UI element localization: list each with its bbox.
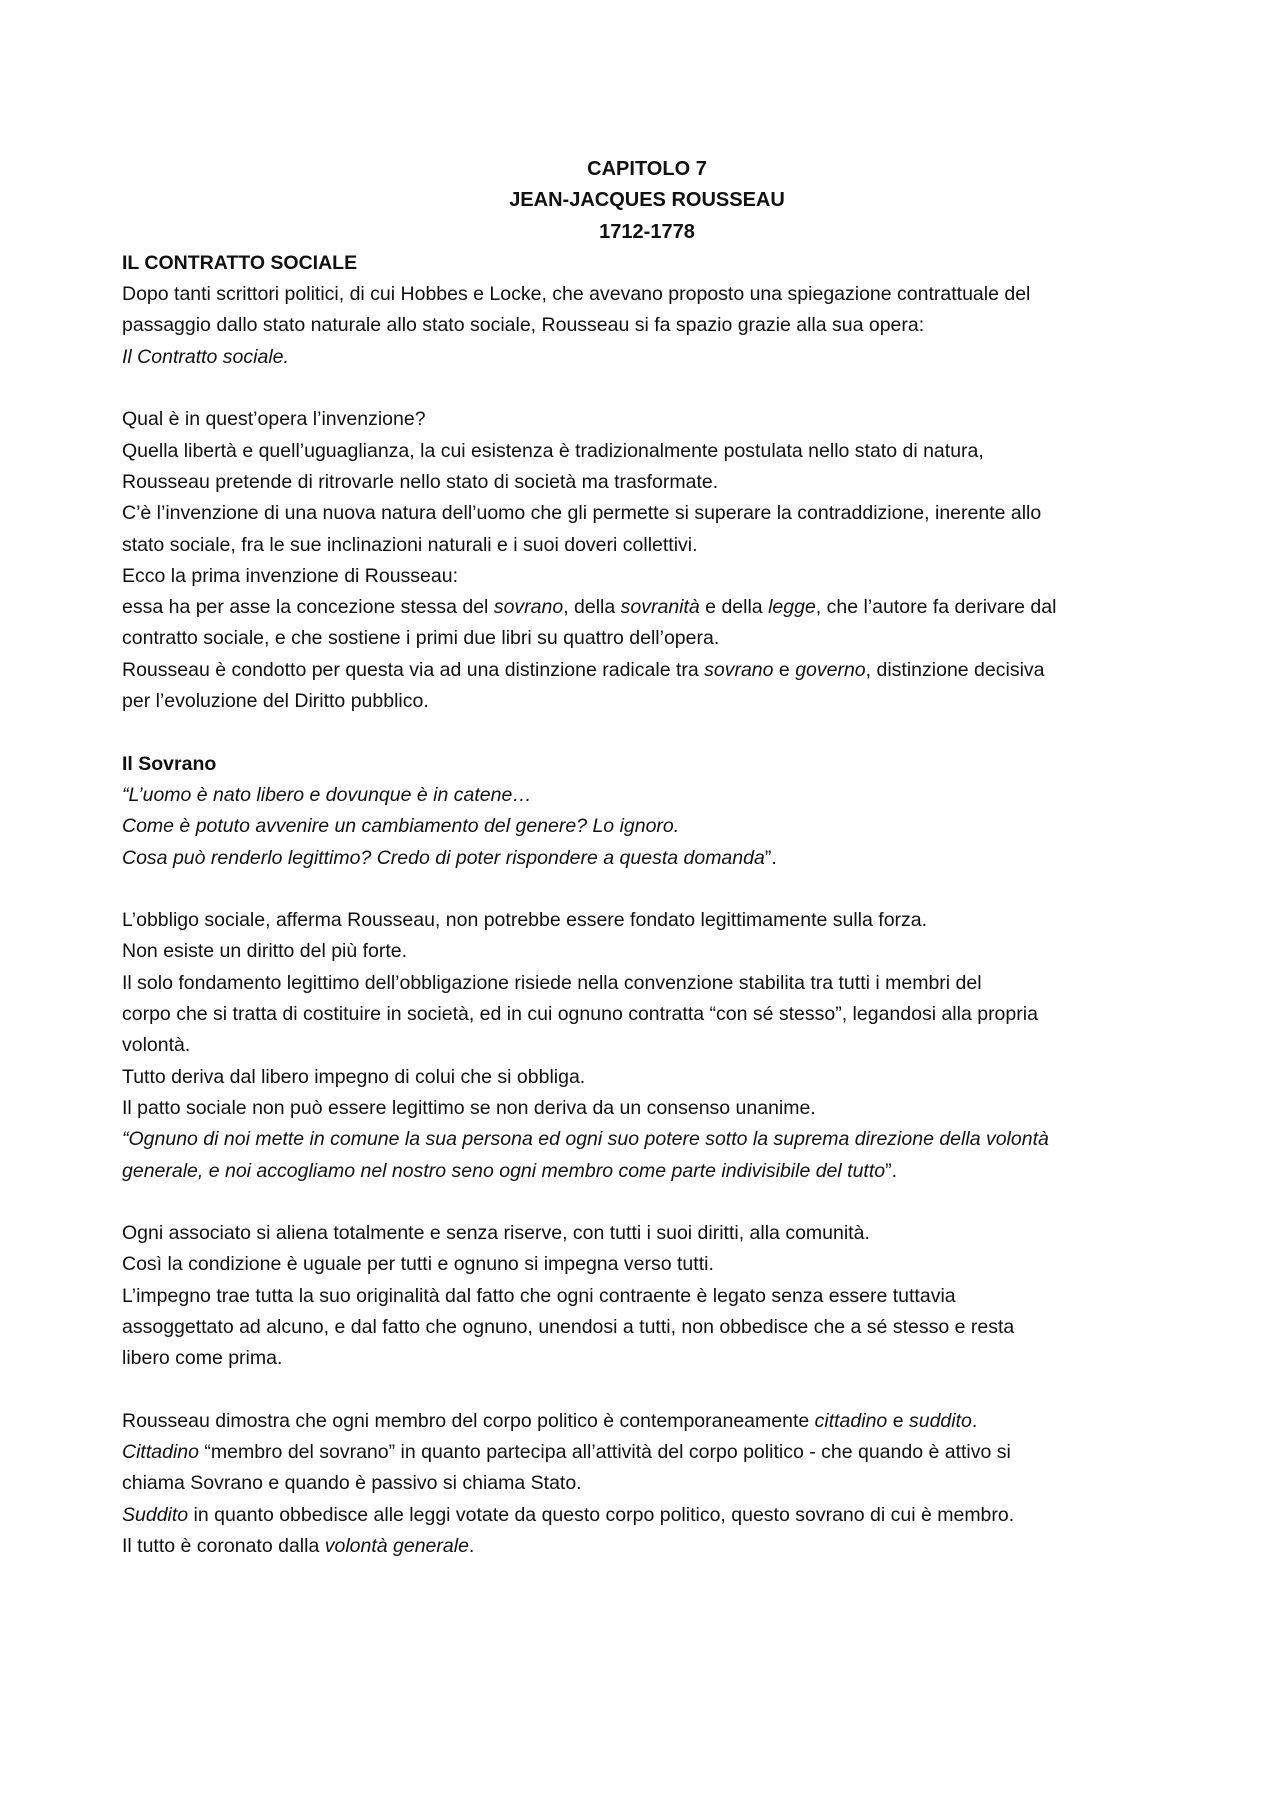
text-run: Rousseau dimostra che ogni membro del corpo politico è contemporaneamente — [122, 1409, 815, 1432]
paragraph-line: Il solo fondamento legittimo dell’obbligazione risiede nella convenzione stabilita tra tutti i membri del — [122, 971, 982, 994]
text-run: Il tutto è coronato dalla — [122, 1535, 325, 1558]
italic-term: sovranità — [620, 596, 700, 619]
paragraph-line: Tutto deriva dal libero impegno di colui che si obbliga. — [122, 1065, 586, 1088]
section-heading-contratto: IL CONTRATTO SOCIALE — [122, 251, 358, 274]
paragraph-line: libero come prima. — [122, 1347, 283, 1370]
text-run: e della — [699, 596, 769, 619]
blank-line — [122, 1187, 1172, 1218]
paragraph-line: corpo che si tratta di costituire in società, ed in cui ognuno contratta “con sé stesso”, legandosi alla propria — [122, 1003, 1038, 1026]
text-run: . — [971, 1409, 978, 1432]
paragraph-line: per l’evoluzione del Diritto pubblico. — [122, 690, 429, 713]
italic-term: legge — [768, 596, 816, 619]
text-run: , distinzione decisiva — [865, 658, 1045, 681]
italic-term: Cittadino — [122, 1441, 199, 1464]
paragraph-line: Non esiste un diritto del più forte. — [122, 940, 408, 963]
paragraph-line: Dopo tanti scrittori politici, di cui Hobbes e Locke, che avevano proposto una spiegazione contrattuale del — [122, 283, 1031, 306]
text-run: in quanto obbedisce alle leggi votate da questo corpo politico, questo sovrano di cui è membro. — [188, 1503, 1015, 1526]
paragraph-line — [122, 1531, 1172, 1562]
quote-line — [122, 843, 1172, 874]
text-run: “membro del sovrano” in quanto partecipa all’attività del corpo politico - che quando è attivo si — [198, 1441, 1011, 1464]
paragraph-line: Rousseau pretende di ritrovarle nello stato di società ma trasformate. — [122, 470, 719, 493]
paragraph-line: L’impegno trae tutta la suo originalità dal fatto che ogni contraente è legato senza essere tuttavia — [122, 1284, 956, 1307]
text-run: essa ha per asse la concezione stessa del — [122, 596, 494, 619]
text-run: e — [887, 1409, 909, 1432]
quote-line — [122, 780, 1172, 811]
text-run: . — [468, 1535, 475, 1558]
paragraph-line — [122, 1500, 1172, 1531]
paragraph-line — [122, 342, 1172, 373]
paragraph-line — [122, 1437, 1172, 1468]
text-run: e — [773, 658, 796, 681]
quote-text: generale, e noi accogliamo nel nostro seno ogni membro come parte indivisibile del tutto — [122, 1159, 886, 1182]
italic-term: volontà generale — [324, 1535, 469, 1558]
paragraph-line: stato sociale, fra le sue inclinazioni naturali e i suoi doveri collettivi. — [122, 533, 698, 556]
paragraph-line: volontà. — [122, 1034, 191, 1057]
text-run: ”. — [764, 846, 777, 869]
blank-line — [122, 1375, 1172, 1406]
text-run: ”. — [885, 1159, 898, 1182]
paragraph-line — [122, 1406, 1172, 1437]
section-heading-sovrano: Il Sovrano — [122, 752, 217, 775]
quote-text: “Ognuno di noi mette in comune la sua persona ed ogni suo potere sotto la suprema direzione della volontà — [122, 1128, 1049, 1151]
paragraph-line — [122, 592, 1172, 623]
blank-line — [122, 717, 1172, 748]
quote-text: Cosa può renderlo legittimo? Credo di poter rispondere a questa domanda — [122, 846, 765, 869]
chapter-title: CAPITOLO 7 — [587, 158, 707, 180]
quote-text: “L’uomo è nato libero e dovunque è in catene… — [122, 783, 532, 806]
italic-term: Suddito — [122, 1503, 189, 1526]
author-years: 1712-1778 — [599, 220, 695, 243]
text-run: , della — [563, 596, 621, 619]
paragraph-line: assoggettato ad alcuno, e dal fatto che ognuno, unendosi a tutti, non obbedisce che a sé stesso e resta — [122, 1315, 1015, 1338]
paragraph-line: Ogni associato si aliena totalmente e senza riserve, con tutti i suoi diritti, alla comunità. — [122, 1222, 870, 1245]
paragraph-line — [122, 655, 1172, 686]
paragraph-line: Il patto sociale non può essere legittimo se non deriva da un consenso unanime. — [122, 1096, 816, 1119]
document-body — [122, 154, 1172, 1562]
paragraph-line: chiama Sovrano e quando è passivo si chiama Stato. — [122, 1472, 582, 1495]
paragraph-line: Così la condizione è uguale per tutti e ognuno si impegna verso tutti. — [122, 1253, 714, 1276]
paragraph-line: L’obbligo sociale, afferma Rousseau, non potrebbe essere fondato legittimamente sulla forza. — [122, 909, 928, 932]
quote-text: Come è potuto avvenire un cambiamento del genere? Lo ignoro. — [122, 815, 680, 838]
italic-term: cittadino — [814, 1409, 888, 1432]
quote-line — [122, 1156, 1172, 1187]
quote-line — [122, 811, 1172, 842]
blank-line — [122, 373, 1172, 404]
paragraph-line: passaggio dallo stato naturale allo stato sociale, Rousseau si fa spazio grazie alla sua opera: — [122, 314, 925, 337]
quote-line — [122, 1124, 1172, 1155]
book-title: Il Contratto sociale. — [122, 345, 289, 368]
blank-line — [122, 874, 1172, 905]
author-name: JEAN-JACQUES ROUSSEAU — [509, 189, 785, 212]
italic-term: sovrano — [704, 658, 774, 681]
text-run: , che l’autore fa derivare dal — [815, 596, 1057, 619]
paragraph-line: C’è l’invenzione di una nuova natura dell’uomo che gli permette si superare la contraddizione, inerente allo — [122, 502, 1042, 525]
paragraph-line: Ecco la prima invenzione di Rousseau: — [122, 564, 459, 587]
italic-term: sovrano — [493, 596, 564, 619]
paragraph-line: Qual è in quest’opera l’invenzione? — [122, 408, 426, 431]
paragraph-line: Quella libertà e quell’uguaglianza, la cui esistenza è tradizionalmente postulata nello stato di natura, — [122, 439, 984, 462]
text-run: Rousseau è condotto per questa via ad una distinzione radicale tra — [122, 658, 705, 681]
italic-term: governo — [795, 658, 866, 681]
italic-term: suddito — [908, 1409, 972, 1432]
paragraph-line: contratto sociale, e che sostiene i primi due libri su quattro dell’opera. — [122, 627, 720, 650]
